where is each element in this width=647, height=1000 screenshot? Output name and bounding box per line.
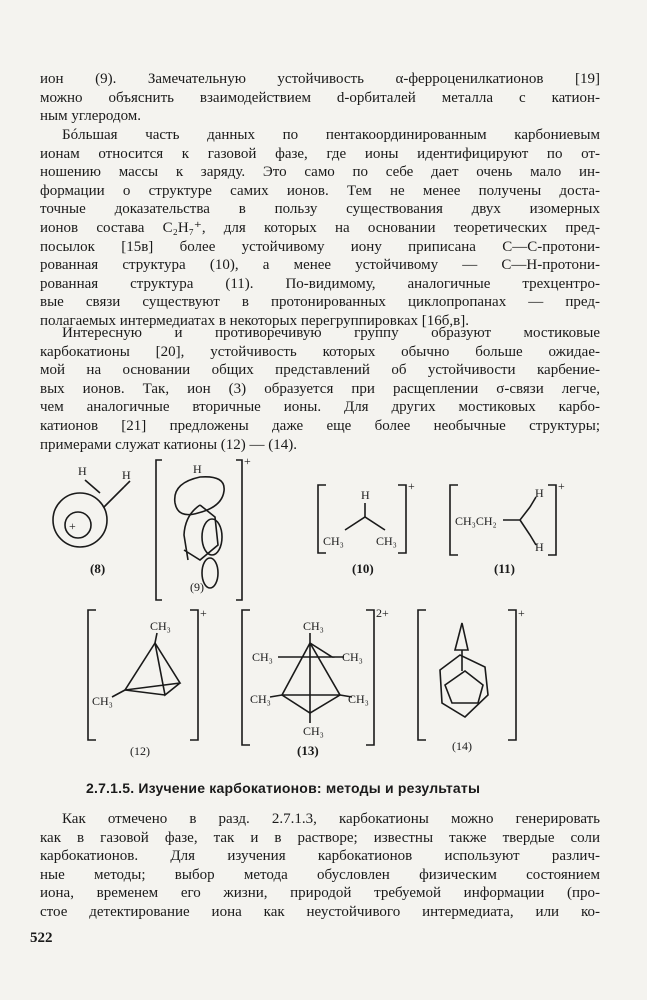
ch3-label: CH₃: [323, 534, 344, 548]
atom-label: H: [535, 486, 544, 500]
paragraph-3: [40, 324, 600, 454]
charge-label: +: [200, 606, 207, 620]
structure-9: [156, 460, 242, 600]
text-line: ионам относится к газовой фазе, где ионы идентифицируют по от-: [40, 145, 600, 162]
ch3-label: CH₃: [252, 650, 273, 664]
paragraph-4: [40, 810, 600, 922]
text-line: карбокатионов. Для изучения карбокатионов используют различ-: [40, 848, 600, 865]
charge-label: +: [244, 454, 251, 468]
page-number: 522: [30, 930, 53, 946]
charge-label: +: [69, 519, 76, 533]
text-line: ионов состава C₂H₇⁺, для которых на основании теоретических пред-: [40, 219, 600, 236]
structure-label: (11): [494, 561, 515, 576]
text-line: полагаемых интермедиатах в некоторых перегруппировках [16б,в].: [40, 312, 469, 329]
ch3-label: CH₃: [303, 724, 324, 738]
text-line: мой на основании общих представлений об устойчивости карбение-: [40, 362, 600, 379]
structure-14: [418, 610, 516, 740]
ch3-label: CH₃: [376, 534, 397, 548]
structure-12: [88, 610, 198, 740]
atom-label: H: [122, 468, 131, 482]
text-line: точные доказательства в пользу существования двух изомерных: [40, 201, 600, 218]
text-line: рованная структура (10), а менее устойчивому — C—H-протони-: [40, 257, 600, 274]
ch3-label: CH₃: [342, 650, 363, 664]
structure-8: [53, 480, 130, 547]
text-line: ные методы; выбор метода обусловлен физическим состоянием: [40, 866, 600, 883]
text-line: ношению массы к заряду. Это само по себе дает очень мало ин-: [40, 164, 600, 181]
text-line: стое детектирование иона как неустойчивого интермедиата, или ко-: [40, 903, 600, 920]
text-line: как в газовой фазе, так и в растворе; известны также твердые соли: [40, 829, 600, 846]
text-line: рованная структура (11). По-видимому, аналогичные трехцентро-: [40, 275, 600, 292]
structure-label: (14): [452, 739, 472, 753]
text-line: вых ионов. Так, ион (3) образуется при расщеплении σ-связи легче,: [40, 380, 600, 397]
atom-label: H: [78, 464, 87, 478]
text-line: вые связи существуют в протонированных циклопропанах — пред-: [40, 294, 600, 311]
text-line: посылок [15в] более устойчивому иону приписана C—C-протони-: [40, 238, 600, 255]
text-line: можно объяснить взаимодействием d-орбиталей металла с катион-: [40, 89, 600, 106]
text-line: ион (9). Замечательную устойчивость α-ферроценилкатионов [19]: [40, 71, 600, 87]
atom-label: H: [193, 462, 202, 476]
ch3-label: CH₃: [303, 619, 324, 633]
paragraph-2: [40, 126, 600, 331]
text-line: ным углеродом.: [40, 108, 142, 125]
atom-label: H: [361, 488, 370, 502]
text-line: Бóльшая часть данных по пентакоординированным карбониевым: [62, 127, 600, 143]
text-line: катионов [21] предложены даже еще более необычные структуры;: [40, 417, 600, 434]
structures-figure: [0, 445, 647, 775]
structure-label: (8): [90, 561, 106, 576]
text-line: чем аналогичные вторичные ионы. Для других мостиковых карбо-: [40, 399, 600, 416]
charge-label: 2+: [376, 606, 389, 620]
charge-label: +: [558, 479, 565, 493]
text-line: примерами служат катионы (12) — (14).: [40, 436, 298, 453]
text-line: формации о структуре самих ионов. Тем не менее получены доста-: [40, 182, 600, 199]
structure-label: (10): [352, 561, 374, 576]
ch3-label: CH₃: [250, 692, 271, 706]
text-line: Интересную и противоречивую группу образуют мостиковые: [62, 325, 600, 341]
section-heading: 2.7.1.5. Изучение карбокатионов: методы и результаты: [86, 780, 481, 796]
ch3-label: CH₃: [348, 692, 369, 706]
group-label: CH₃CH₂: [455, 514, 497, 528]
text-line: Как отмечено в разд. 2.7.1.3, карбокатионы можно генерировать: [62, 811, 600, 827]
structure-label: (9): [190, 580, 204, 594]
charge-label: +: [408, 479, 415, 493]
charge-label: +: [518, 606, 525, 620]
structure-label: (12): [130, 744, 150, 758]
paragraph-1: [40, 70, 600, 126]
atom-label: H: [535, 540, 544, 554]
structure-label: (13): [297, 743, 319, 758]
ch3-label: CH₃: [150, 619, 171, 633]
text-line: иона, временем его жизни, природой требуемой информации (про-: [40, 885, 600, 902]
ch3-label: CH₃: [92, 694, 113, 708]
text-line: карбокатионы [20], устойчивость которых обычно больше ожидае-: [40, 343, 600, 360]
